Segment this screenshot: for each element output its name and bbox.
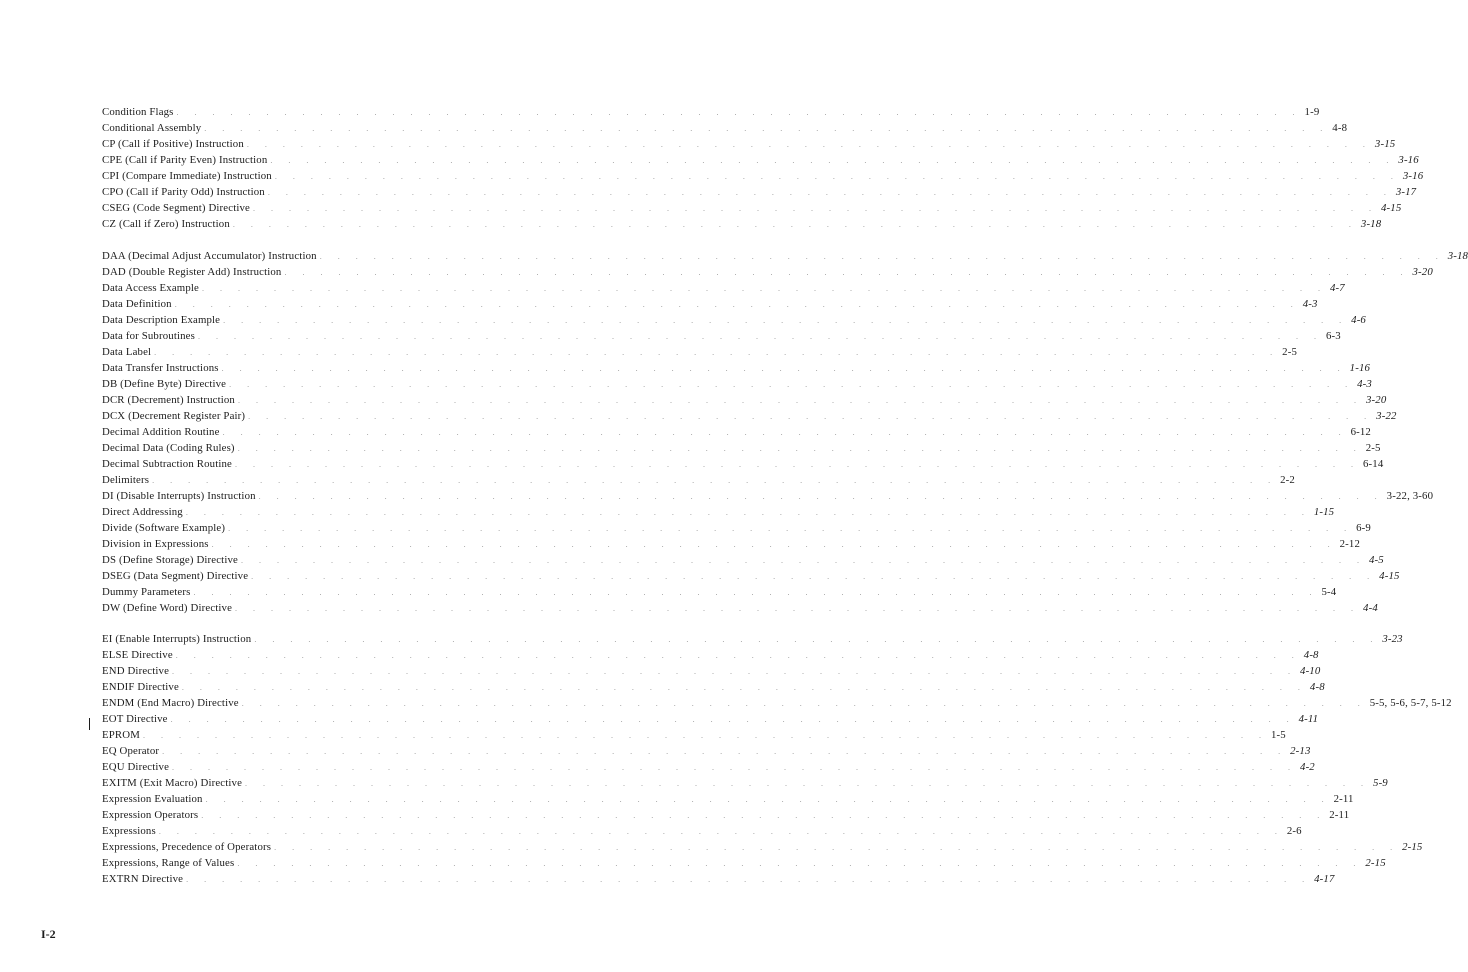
index-page-ref: 1-16 bbox=[1349, 361, 1371, 374]
index-entry bbox=[102, 168, 1424, 184]
index-term: Expressions, Precedence of Operators bbox=[102, 841, 272, 853]
index-entry bbox=[102, 472, 1295, 488]
revision-change-bar bbox=[89, 718, 90, 730]
index-page-ref: 1-9 bbox=[1304, 106, 1320, 118]
index-page-ref: 4-11 bbox=[1298, 713, 1319, 725]
index-term: CPO (Call if Parity Odd) Instruction bbox=[102, 186, 265, 198]
index-entry bbox=[102, 568, 1400, 584]
index-term: Division in Expressions bbox=[102, 537, 209, 550]
index-page-ref: 3-22 bbox=[1376, 409, 1397, 422]
index-entry bbox=[102, 727, 1286, 743]
dot-leader: . . . . . . . . . . . . . . . . . . . . . . . . . . . . . . . . . . . . . . . . . . . . . . . . . . . . . . . . . . . . . . . bbox=[248, 411, 1374, 421]
index-group-d bbox=[102, 248, 1468, 616]
index-entry bbox=[102, 312, 1366, 328]
index-term: Data for Subroutines bbox=[102, 329, 195, 342]
index-term: DI (Disable Interrupts) Instruction bbox=[102, 489, 256, 502]
index-term: DAA (Decimal Adjust Accumulator) Instruction bbox=[102, 249, 317, 262]
dot-leader: . . . . . . . . . . . . . . . . . . . . . . . . . . . . . . . . . . . . . . . . . . . . . . . . . . . . . . . . . . . . . . . bbox=[154, 347, 1280, 357]
index-entry bbox=[102, 584, 1337, 600]
dot-leader: . . . . . . . . . . . . . . . . . . . . . . . . . . . . . . . . . . . . . . . . . . . . . . . . . . . . . . . . . . . . . . . bbox=[267, 188, 1393, 197]
dot-leader: . . . . . . . . . . . . . . . . . . . . . . . . . . . . . . . . . . . . . . . . . . . . . . . . . . . . . . . . . . . . . . . bbox=[204, 124, 1330, 133]
index-entry bbox=[102, 695, 1452, 711]
dot-leader: . . . . . . . . . . . . . . . . . . . . . . . . . . . . . . . . . . . . . . . . . . . . . . . . . . . . . . . . . . . . . . . bbox=[246, 140, 1372, 149]
index-term: DB (Define Byte) Directive bbox=[102, 377, 227, 390]
dot-leader: . . . . . . . . . . . . . . . . . . . . . . . . . . . . . . . . . . . . . . . . . . . . . . . . . . . . . . . . . . . . . . . bbox=[222, 427, 1348, 437]
dot-leader: . . . . . . . . . . . . . . . . . . . . . . . . . . . . . . . . . . . . . . . . . . . . . . . . . . . . . . . . . . . . . . . bbox=[235, 603, 1361, 613]
index-term: Expressions, Range of Values bbox=[102, 857, 235, 869]
index-entry bbox=[102, 663, 1321, 679]
index-term: EOT Directive bbox=[102, 713, 168, 725]
index-term: CPI (Compare Immediate) Instruction bbox=[102, 170, 272, 182]
index-entry bbox=[102, 823, 1302, 839]
dot-leader: . . . . . . . . . . . . . . . . . . . . . . . . . . . . . . . . . . . . . . . . . . . . . . . . . . . . . . . . . . . . . . . bbox=[223, 315, 1349, 325]
index-entry bbox=[102, 296, 1318, 312]
index-page-ref: 4-15 bbox=[1379, 569, 1400, 582]
index-page-ref: 4-6 bbox=[1351, 313, 1366, 326]
index-entry bbox=[102, 264, 1433, 280]
dot-leader: . . . . . . . . . . . . . . . . . . . . . . . . . . . . . . . . . . . . . . . . . . . . . . . . . . . . . . . . . . . . . . . bbox=[274, 172, 1400, 181]
index-page-ref: 3-16 bbox=[1398, 154, 1419, 166]
index-term: EXITM (Exit Macro) Directive bbox=[102, 777, 243, 789]
dot-leader: . . . . . . . . . . . . . . . . . . . . . . . . . . . . . . . . . . . . . . . . . . . . . . . . . . . . . . . . . . . . . . . bbox=[235, 459, 1360, 469]
index-entry bbox=[102, 711, 1319, 727]
index-page-ref: 3-20 bbox=[1365, 393, 1387, 406]
index-page-ref: 2-6 bbox=[1286, 825, 1302, 837]
index-group-c bbox=[102, 104, 1424, 232]
index-term: CP (Call if Positive) Instruction bbox=[102, 138, 244, 150]
index-page-ref: 5-5, 5-6, 5-7, 5-12 bbox=[1369, 697, 1452, 709]
dot-leader: . . . . . . . . . . . . . . . . . . . . . . . . . . . . . . . . . . . . . . . . . . . . . . . . . . . . . . . . . . . . . . . bbox=[240, 555, 1366, 565]
dot-leader: . . . . . . . . . . . . . . . . . . . . . . . . . . . . . . . . . . . . . . . . . . . . . . . . . . . . . . . . . . . . . . . bbox=[252, 204, 1378, 213]
index-entry bbox=[102, 104, 1320, 120]
index-page-ref: 2-11 bbox=[1329, 809, 1350, 821]
dot-leader: . . . . . . . . . . . . . . . . . . . . . . . . . . . . . . . . . . . . . . . . . . . . . . . . . . . . . . . . . . . . . . . bbox=[201, 811, 1327, 820]
index-page-ref: 6-3 bbox=[1325, 329, 1341, 342]
index-page-ref: 2-2 bbox=[1280, 473, 1295, 486]
index-listing bbox=[102, 104, 1468, 887]
index-page-ref: 4-7 bbox=[1330, 281, 1345, 294]
dot-leader: . . . . . . . . . . . . . . . . . . . . . . . . . . . . . . . . . . . . . . . . . . . . . . . . . . . . . . . . . . . . . . . bbox=[241, 699, 1367, 708]
dot-leader: . . . . . . . . . . . . . . . . . . . . . . . . . . . . . . . . . . . . . . . . . . . . . . . . . . . . . . . . . . . . . . . bbox=[185, 507, 1311, 517]
index-term: DCR (Decrement) Instruction bbox=[102, 393, 235, 406]
index-term: Decimal Subtraction Routine bbox=[102, 457, 232, 470]
index-page-ref: 4-4 bbox=[1363, 601, 1378, 614]
index-page-ref: 3-20 bbox=[1412, 265, 1433, 278]
index-entry bbox=[102, 152, 1419, 168]
dot-leader: . . . . . . . . . . . . . . . . . . . . . . . . . . . . . . . . . . . . . . . . . . . . . . . . . . . . . . . . . . . . . . . bbox=[197, 331, 1323, 341]
index-term: EQU Directive bbox=[102, 761, 170, 773]
index-page-ref: 4-5 bbox=[1368, 553, 1384, 566]
index-entry bbox=[102, 136, 1396, 152]
index-term: Dummy Parameters bbox=[102, 585, 191, 598]
index-entry bbox=[102, 759, 1315, 775]
dot-leader: . . . . . . . . . . . . . . . . . . . . . . . . . . . . . . . . . . . . . . . . . . . . . . . . . . . . . . . . . . . . . . . bbox=[251, 571, 1377, 581]
dot-leader: . . . . . . . . . . . . . . . . . . . . . . . . . . . . . . . . . . . . . . . . . . . . . . . . . . . . . . . . . . . . . . . bbox=[142, 731, 1268, 740]
index-entry bbox=[102, 647, 1319, 663]
index-page-ref: 2-12 bbox=[1339, 537, 1361, 550]
index-page-ref: 6-14 bbox=[1363, 457, 1384, 470]
index-entry bbox=[102, 679, 1325, 695]
dot-leader: . . . . . . . . . . . . . . . . . . . . . . . . . . . . . . . . . . . . . . . . . . . . . . . . . . . . . . . . . . . . . . . bbox=[172, 667, 1298, 676]
dot-leader: . . . . . . . . . . . . . . . . . . . . . . . . . . . . . . . . . . . . . . . . . . . . . . . . . . . . . . . . . . . . . . . bbox=[158, 827, 1284, 836]
index-entry bbox=[102, 536, 1361, 552]
index-page-ref: 3-17 bbox=[1395, 186, 1417, 198]
index-page-ref: 5-4 bbox=[1321, 585, 1337, 598]
index-entry bbox=[102, 855, 1386, 871]
index-entry bbox=[102, 871, 1335, 887]
dot-leader: . . . . . . . . . . . . . . . . . . . . . . . . . . . . . . . . . . . . . . . . . . . . . . . . . . . . . . . . . . . . . . . bbox=[175, 651, 1301, 660]
index-entry bbox=[102, 520, 1371, 536]
index-page-ref: 6-9 bbox=[1356, 521, 1371, 534]
index-page-ref: 3-23 bbox=[1382, 633, 1403, 645]
index-page-ref: 1-5 bbox=[1270, 729, 1286, 741]
page-number: I-2 bbox=[41, 927, 56, 941]
index-page-ref: 2-13 bbox=[1290, 745, 1311, 757]
index-term: Expressions bbox=[102, 825, 156, 837]
index-page-ref: 3-18 bbox=[1447, 249, 1468, 262]
index-entry bbox=[102, 216, 1382, 232]
dot-leader: . . . . . . . . . . . . . . . . . . . . . . . . . . . . . . . . . . . . . . . . . . . . . . . . . . . . . . . . . . . . . . . bbox=[202, 283, 1327, 293]
index-page-ref: 4-8 bbox=[1332, 122, 1348, 134]
index-term: DS (Define Storage) Directive bbox=[102, 553, 238, 566]
index-term: EPROM bbox=[102, 729, 140, 741]
index-term: Data Description Example bbox=[102, 313, 221, 326]
index-page-ref: 4-3 bbox=[1357, 377, 1372, 390]
index-term: Condition Flags bbox=[102, 106, 174, 118]
index-term: Direct Addressing bbox=[102, 505, 183, 518]
index-term: DCX (Decrement Register Pair) bbox=[102, 409, 246, 422]
index-term: Decimal Data (Coding Rules) bbox=[102, 441, 235, 454]
index-entry bbox=[102, 248, 1468, 264]
index-page-ref: 3-18 bbox=[1360, 218, 1382, 230]
index-entry bbox=[102, 791, 1354, 807]
index-term: Divide (Software Example) bbox=[102, 521, 226, 534]
index-term: DW (Define Word) Directive bbox=[102, 601, 233, 614]
index-page-ref: 3-15 bbox=[1374, 138, 1396, 150]
index-term: Expression Operators bbox=[102, 809, 199, 821]
index-entry bbox=[102, 775, 1388, 791]
index-entry bbox=[102, 120, 1348, 136]
dot-leader: . . . . . . . . . . . . . . . . . . . . . . . . . . . . . . . . . . . . . . . . . . . . . . . . . . . . . . . . . . . . . . . bbox=[270, 156, 1396, 165]
index-page-ref: 2-5 bbox=[1365, 441, 1381, 454]
dot-leader: . . . . . . . . . . . . . . . . . . . . . . . . . . . . . . . . . . . . . . . . . . . . . . . . . . . . . . . . . . . . . . . bbox=[229, 379, 1355, 389]
dot-leader: . . . . . . . . . . . . . . . . . . . . . . . . . . . . . . . . . . . . . . . . . . . . . . . . . . . . . . . . . . . . . . . bbox=[172, 763, 1298, 772]
index-term: DAD (Double Register Add) Instruction bbox=[102, 265, 282, 278]
index-page-ref: 2-15 bbox=[1402, 841, 1423, 853]
index-entry bbox=[102, 328, 1341, 344]
index-entry bbox=[102, 807, 1350, 823]
index-page-ref: 6-12 bbox=[1350, 425, 1371, 438]
index-entry bbox=[102, 360, 1371, 376]
index-page-ref: 3-22, 3-60 bbox=[1386, 489, 1434, 502]
index-entry bbox=[102, 552, 1384, 568]
index-page-ref: 4-15 bbox=[1380, 202, 1402, 214]
index-term: Decimal Addition Routine bbox=[102, 425, 220, 438]
index-term: CPE (Call if Parity Even) Instruction bbox=[102, 154, 268, 166]
index-entry bbox=[102, 743, 1311, 759]
index-page-ref: 4-2 bbox=[1300, 761, 1315, 773]
index-term: Data Access Example bbox=[102, 281, 199, 294]
dot-leader: . . . . . . . . . . . . . . . . . . . . . . . . . . . . . . . . . . . . . . . . . . . . . . . . . . . . . . . . . . . . . . . bbox=[274, 843, 1400, 852]
dot-leader: . . . . . . . . . . . . . . . . . . . . . . . . . . . . . . . . . . . . . . . . . . . . . . . . . . . . . . . . . . . . . . . bbox=[211, 539, 1337, 549]
dot-leader: . . . . . . . . . . . . . . . . . . . . . . . . . . . . . . . . . . . . . . . . . . . . . . . . . . . . . . . . . . . . . . . bbox=[232, 220, 1358, 229]
index-entry bbox=[102, 456, 1384, 472]
index-term: Data Definition bbox=[102, 297, 172, 310]
index-term: Delimiters bbox=[102, 473, 150, 486]
index-term: CZ (Call if Zero) Instruction bbox=[102, 218, 230, 230]
index-page-ref: 4-8 bbox=[1303, 649, 1319, 661]
dot-leader: . . . . . . . . . . . . . . . . . . . . . . . . . . . . . . . . . . . . . . . . . . . . . . . . . . . . . . . . . . . . . . . bbox=[237, 859, 1363, 868]
index-page-ref: 2-11 bbox=[1333, 793, 1354, 805]
dot-leader: . . . . . . . . . . . . . . . . . . . . . . . . . . . . . . . . . . . . . . . . . . . . . . . . . . . . . . . . . . . . . . . bbox=[245, 779, 1371, 788]
index-page-ref: 4-17 bbox=[1314, 873, 1335, 885]
index-page-ref: 1-15 bbox=[1313, 505, 1335, 518]
index-page-ref: 4-8 bbox=[1309, 681, 1325, 693]
index-term: CSEG (Code Segment) Directive bbox=[102, 202, 250, 214]
index-entry bbox=[102, 504, 1335, 520]
index-term: DSEG (Data Segment) Directive bbox=[102, 569, 249, 582]
dot-leader: . . . . . . . . . . . . . . . . . . . . . . . . . . . . . . . . . . . . . . . . . . . . . . . . . . . . . . . . . . . . . . . bbox=[181, 683, 1307, 692]
dot-leader: . . . . . . . . . . . . . . . . . . . . . . . . . . . . . . . . . . . . . . . . . . . . . . . . . . . . . . . . . . . . . . . bbox=[176, 108, 1302, 117]
index-entry bbox=[102, 200, 1402, 216]
dot-leader: . . . . . . . . . . . . . . . . . . . . . . . . . . . . . . . . . . . . . . . . . . . . . . . . . . . . . . . . . . . . . . . bbox=[162, 747, 1288, 756]
index-entry bbox=[102, 376, 1372, 392]
dot-leader: . . . . . . . . . . . . . . . . . . . . . . . . . . . . . . . . . . . . . . . . . . . . . . . . . . . . . . . . . . . . . . . bbox=[237, 395, 1363, 405]
index-term: Expression Evaluation bbox=[102, 793, 203, 805]
index-term: ENDM (End Macro) Directive bbox=[102, 697, 239, 709]
index-page-ref: 5-9 bbox=[1373, 777, 1388, 789]
dot-leader: . . . . . . . . . . . . . . . . . . . . . . . . . . . . . . . . . . . . . . . . . . . . . . . . . . . . . . . . . . . . . . . bbox=[186, 875, 1312, 884]
index-entry bbox=[102, 839, 1423, 855]
index-term: EQ Operator bbox=[102, 745, 160, 757]
index-page-ref: 3-16 bbox=[1402, 170, 1424, 182]
index-page-ref: 2-5 bbox=[1282, 345, 1298, 358]
dot-leader: . . . . . . . . . . . . . . . . . . . . . . . . . . . . . . . . . . . . . . . . . . . . . . . . . . . . . . . . . . . . . . . bbox=[258, 491, 1384, 501]
index-term: Conditional Assembly bbox=[102, 122, 202, 134]
index-entry bbox=[102, 631, 1403, 647]
index-entry bbox=[102, 344, 1298, 360]
index-term: EI (Enable Interrupts) Instruction bbox=[102, 633, 252, 645]
dot-leader: . . . . . . . . . . . . . . . . . . . . . . . . . . . . . . . . . . . . . . . . . . . . . . . . . . . . . . . . . . . . . . . bbox=[152, 475, 1278, 485]
index-term: ENDIF Directive bbox=[102, 681, 179, 693]
dot-leader: . . . . . . . . . . . . . . . . . . . . . . . . . . . . . . . . . . . . . . . . . . . . . . . . . . . . . . . . . . . . . . . bbox=[174, 299, 1300, 309]
index-term: Data Transfer Instructions bbox=[102, 361, 219, 374]
dot-leader: . . . . . . . . . . . . . . . . . . . . . . . . . . . . . . . . . . . . . . . . . . . . . . . . . . . . . . . . . . . . . . . bbox=[284, 267, 1410, 277]
index-term: EXTRN Directive bbox=[102, 873, 184, 885]
dot-leader: . . . . . . . . . . . . . . . . . . . . . . . . . . . . . . . . . . . . . . . . . . . . . . . . . . . . . . . . . . . . . . . bbox=[221, 363, 1347, 373]
index-entry bbox=[102, 408, 1397, 424]
index-term: END Directive bbox=[102, 665, 170, 677]
dot-leader: . . . . . . . . . . . . . . . . . . . . . . . . . . . . . . . . . . . . . . . . . . . . . . . . . . . . . . . . . . . . . . . bbox=[254, 635, 1380, 644]
index-group-e bbox=[102, 631, 1452, 887]
dot-leader: . . . . . . . . . . . . . . . . . . . . . . . . . . . . . . . . . . . . . . . . . . . . . . . . . . . . . . . . . . . . . . . bbox=[170, 715, 1296, 724]
index-entry bbox=[102, 488, 1434, 504]
dot-leader: . . . . . . . . . . . . . . . . . . . . . . . . . . . . . . . . . . . . . . . . . . . . . . . . . . . . . . . . . . . . . . . bbox=[228, 523, 1354, 533]
index-page-ref: 4-3 bbox=[1302, 297, 1318, 310]
index-page-ref: 2-15 bbox=[1365, 857, 1386, 869]
index-entry bbox=[102, 600, 1378, 616]
index-entry bbox=[102, 280, 1345, 296]
index-page-ref: 4-10 bbox=[1300, 665, 1321, 677]
index-entry bbox=[102, 184, 1417, 200]
dot-leader: . . . . . . . . . . . . . . . . . . . . . . . . . . . . . . . . . . . . . . . . . . . . . . . . . . . . . . . . . . . . . . . bbox=[193, 587, 1319, 597]
index-term: Data Label bbox=[102, 345, 152, 358]
dot-leader: . . . . . . . . . . . . . . . . . . . . . . . . . . . . . . . . . . . . . . . . . . . . . . . . . . . . . . . . . . . . . . . bbox=[319, 251, 1445, 261]
index-entry bbox=[102, 424, 1371, 440]
index-entry bbox=[102, 392, 1387, 408]
dot-leader: . . . . . . . . . . . . . . . . . . . . . . . . . . . . . . . . . . . . . . . . . . . . . . . . . . . . . . . . . . . . . . . bbox=[237, 443, 1363, 453]
index-term: ELSE Directive bbox=[102, 649, 173, 661]
index-entry bbox=[102, 440, 1381, 456]
dot-leader: . . . . . . . . . . . . . . . . . . . . . . . . . . . . . . . . . . . . . . . . . . . . . . . . . . . . . . . . . . . . . . . bbox=[205, 795, 1331, 804]
